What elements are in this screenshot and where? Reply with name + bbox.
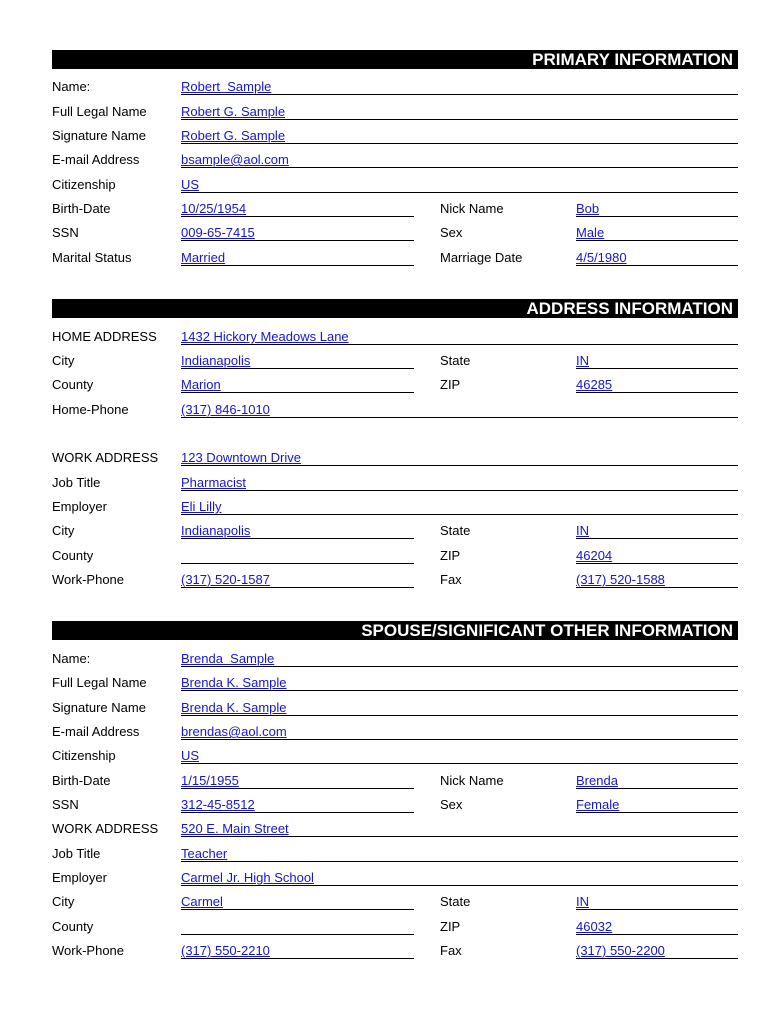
sex-field[interactable]: Male <box>576 225 738 241</box>
spouse-city-label: City <box>52 894 75 909</box>
home-phone-field[interactable]: (317) 846-1010 <box>181 402 738 418</box>
spouse-zip-field[interactable]: 46032 <box>576 919 738 935</box>
spouse-state-field[interactable]: IN <box>576 894 738 910</box>
marital-status-label: Marital Status <box>52 250 132 265</box>
spouse-employer-label: Employer <box>52 870 107 885</box>
fax-field[interactable]: (317) 520-1588 <box>576 572 738 588</box>
work-state-label: State <box>440 523 471 538</box>
marriage-date-field[interactable]: 4/5/1980 <box>576 250 738 266</box>
work-county-label: County <box>52 548 94 563</box>
marital-status-field[interactable]: Married <box>181 250 414 266</box>
citizenship-field[interactable]: US <box>181 177 738 193</box>
spouse-fax-label: Fax <box>440 943 462 958</box>
home-city-field[interactable]: Indianapolis <box>181 353 414 369</box>
job-title-label: Job Title <box>52 475 101 490</box>
home-city-label: City <box>52 353 75 368</box>
spouse-work-phone-field[interactable]: (317) 550-2210 <box>181 943 414 959</box>
spouse-citizenship-field[interactable]: US <box>181 748 738 764</box>
spouse-sex-label: Sex <box>440 797 463 812</box>
spouse-name-field[interactable]: Brenda Sample <box>181 651 738 667</box>
email-label: E-mail Address <box>52 152 140 167</box>
work-address-field[interactable]: 123 Downtown Drive <box>181 450 738 466</box>
nick-name-label: Nick Name <box>440 201 504 216</box>
work-zip-label: ZIP <box>440 548 461 563</box>
marriage-date-label: Marriage Date <box>440 250 523 265</box>
spouse-city-field[interactable]: Carmel <box>181 894 414 910</box>
address-section-header: ADDRESS INFORMATION <box>52 299 738 318</box>
spouse-zip-label: ZIP <box>440 919 461 934</box>
spouse-section-header: SPOUSE/SIGNIFICANT OTHER INFORMATION <box>52 621 738 640</box>
work-state-field[interactable]: IN <box>576 523 738 539</box>
spouse-job-title-label: Job Title <box>52 846 101 861</box>
home-county-label: County <box>52 377 94 392</box>
spouse-birth-date-field[interactable]: 1/15/1955 <box>181 773 414 789</box>
spouse-email-label: E-mail Address <box>52 724 140 739</box>
birth-date-label: Birth-Date <box>52 201 111 216</box>
spouse-job-title-field[interactable]: Teacher <box>181 846 738 862</box>
spouse-sex-field[interactable]: Female <box>576 797 738 813</box>
home-county-field[interactable]: Marion <box>181 377 414 393</box>
home-state-label: State <box>440 353 471 368</box>
spouse-birth-date-label: Birth-Date <box>52 773 111 788</box>
work-county-field[interactable] <box>181 548 414 564</box>
spouse-nick-name-field[interactable]: Brenda <box>576 773 738 789</box>
spouse-ssn-label: SSN <box>52 797 79 812</box>
spouse-county-label: County <box>52 919 94 934</box>
home-zip-label: ZIP <box>440 377 461 392</box>
spouse-work-address-field[interactable]: 520 E. Main Street <box>181 821 738 837</box>
home-zip-field[interactable]: 46285 <box>576 377 738 393</box>
work-address-label: WORK ADDRESS <box>52 450 159 465</box>
birth-date-field[interactable]: 10/25/1954 <box>181 201 414 217</box>
employer-label: Employer <box>52 499 107 514</box>
spouse-legal-name-label: Full Legal Name <box>52 675 147 690</box>
work-phone-label: Work-Phone <box>52 572 125 587</box>
spouse-signature-name-label: Signature Name <box>52 700 146 715</box>
spouse-employer-field[interactable]: Carmel Jr. High School <box>181 870 738 886</box>
home-state-field[interactable]: IN <box>576 353 738 369</box>
spouse-ssn-field[interactable]: 312-45-8512 <box>181 797 414 813</box>
sex-label: Sex <box>440 225 463 240</box>
name-field[interactable]: Robert Sample <box>181 79 738 95</box>
legal-name-label: Full Legal Name <box>52 104 147 119</box>
spouse-legal-name-field[interactable]: Brenda K. Sample <box>181 675 738 691</box>
work-city-label: City <box>52 523 75 538</box>
work-phone-field[interactable]: (317) 520-1587 <box>181 572 414 588</box>
spouse-nick-name-label: Nick Name <box>440 773 504 788</box>
home-phone-label: Home-Phone <box>52 402 129 417</box>
employer-field[interactable]: Eli Lilly <box>181 499 738 515</box>
legal-name-field[interactable]: Robert G. Sample <box>181 104 738 120</box>
spouse-email-field[interactable]: brendas@aol.com <box>181 724 738 740</box>
spouse-county-field[interactable] <box>181 919 414 935</box>
signature-name-field[interactable]: Robert G. Sample <box>181 128 738 144</box>
spouse-citizenship-label: Citizenship <box>52 748 116 763</box>
ssn-field[interactable]: 009-65-7415 <box>181 225 414 241</box>
ssn-label: SSN <box>52 225 79 240</box>
spouse-name-label: Name: <box>52 651 91 666</box>
spouse-work-address-label: WORK ADDRESS <box>52 821 159 836</box>
job-title-field[interactable]: Pharmacist <box>181 475 738 491</box>
home-address-field[interactable]: 1432 Hickory Meadows Lane <box>181 329 738 345</box>
citizenship-label: Citizenship <box>52 177 116 192</box>
signature-name-label: Signature Name <box>52 128 146 143</box>
spouse-state-label: State <box>440 894 471 909</box>
primary-section-header: PRIMARY INFORMATION <box>52 50 738 69</box>
work-zip-field[interactable]: 46204 <box>576 548 738 564</box>
email-field[interactable]: bsample@aol.com <box>181 152 738 168</box>
spouse-signature-name-field[interactable]: Brenda K. Sample <box>181 700 738 716</box>
home-address-label: HOME ADDRESS <box>52 329 157 344</box>
spouse-work-phone-label: Work-Phone <box>52 943 125 958</box>
name-label: Name: <box>52 79 91 94</box>
work-city-field[interactable]: Indianapolis <box>181 523 414 539</box>
nick-name-field[interactable]: Bob <box>576 201 738 217</box>
spouse-fax-field[interactable]: (317) 550-2200 <box>576 943 738 959</box>
fax-label: Fax <box>440 572 462 587</box>
